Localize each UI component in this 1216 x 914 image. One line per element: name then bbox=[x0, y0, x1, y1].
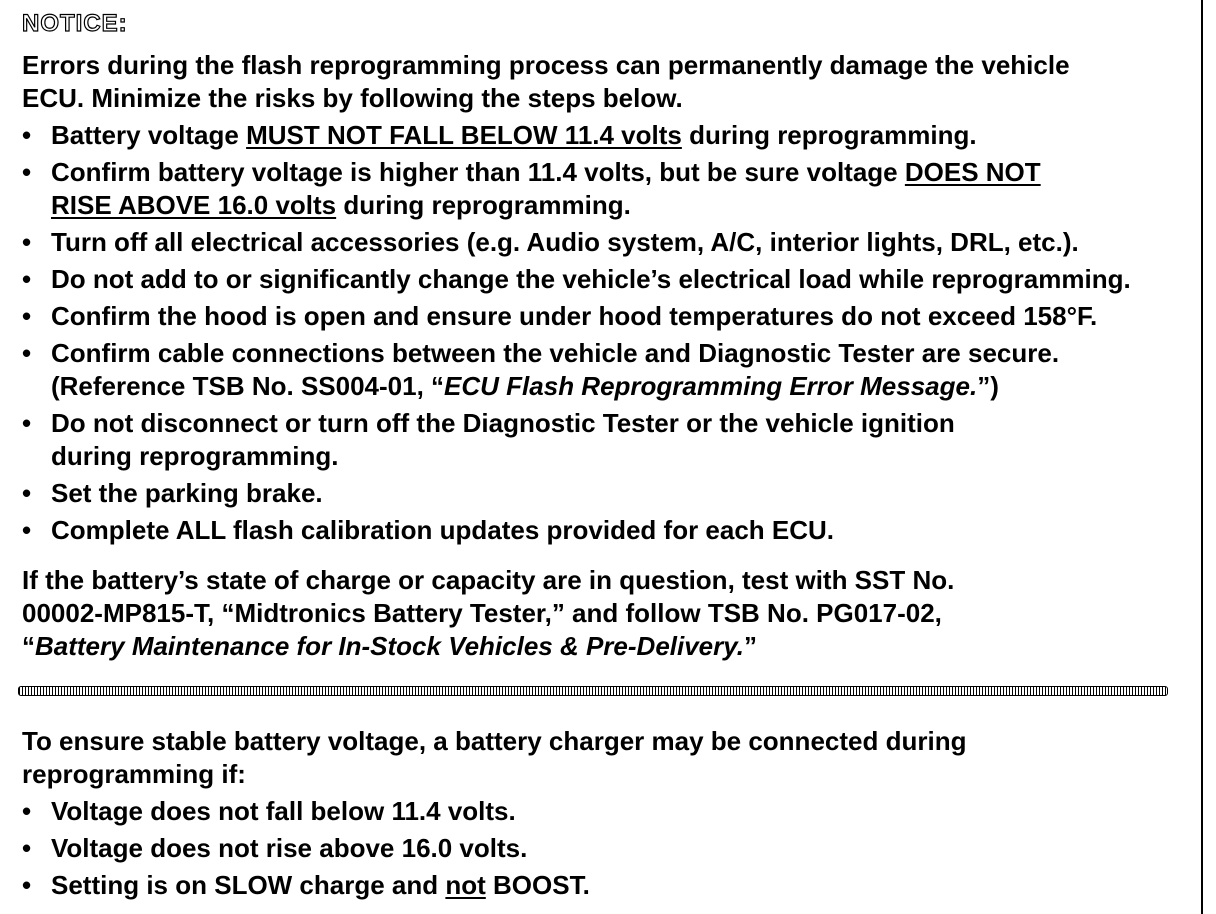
intro-paragraph bbox=[22, 49, 1197, 115]
bullet-text: Confirm cable connections between the vehicle and Diagnostic Tester are secure. bbox=[51, 338, 1060, 368]
battery-test-paragraph bbox=[22, 564, 1197, 663]
bullet-text: during reprogramming. bbox=[51, 441, 339, 471]
right-border-line bbox=[1201, 0, 1203, 914]
bullet-text: during reprogramming. bbox=[681, 120, 977, 150]
underlined-text: MUST NOT FALL BELOW 11.4 volts bbox=[246, 120, 682, 150]
italic-text: ECU Flash Reprogramming Error Message. bbox=[444, 371, 978, 401]
bullet-text: BOOST. bbox=[485, 870, 590, 900]
battery-line-2: 00002-MP815-T, “Midtronics Battery Tester,” and follow TSB No. PG017-02, bbox=[22, 598, 942, 628]
bullet-cable-connections bbox=[22, 337, 1197, 403]
bullet-electrical-load: • Do not add to or significantly change the vehicle’s electrical load while reprogramming. bbox=[22, 263, 1197, 296]
bullet-text: during reprogramming. bbox=[336, 190, 631, 220]
bullet-hood-temperature: • Confirm the hood is open and ensure under hood temperatures do not exceed 158°F. bbox=[22, 300, 1197, 333]
bullet-parking-brake: • Set the parking brake. bbox=[22, 477, 1197, 510]
charger-line-2: reprogramming if: bbox=[22, 759, 246, 789]
bullet-accessories: • Turn off all electrical accessories (e.g. Audio system, A/C, interior lights, DRL, etc.). bbox=[22, 226, 1197, 259]
underlined-text: not bbox=[445, 870, 486, 900]
battery-line-1: If the battery’s state of charge or capacity are in question, test with SST No. bbox=[22, 565, 955, 595]
bullet-text: Confirm battery voltage is higher than 11.4 volts, but be sure voltage bbox=[51, 157, 905, 187]
bullet-voltage-max: • Voltage does not rise above 16.0 volts. bbox=[22, 832, 1197, 865]
section-divider bbox=[18, 686, 1168, 696]
intro-line-1: Errors during the flash reprogramming process can permanently damage the vehicle bbox=[22, 50, 1070, 80]
bullet-text: Battery voltage bbox=[51, 120, 247, 150]
bullet-do-not-disconnect bbox=[22, 407, 1197, 473]
bullet-text: Do not disconnect or turn off the Diagnostic Tester or the vehicle ignition bbox=[51, 408, 955, 438]
quote-mark: ” bbox=[743, 631, 757, 661]
bullet-text: (Reference TSB No. SS004-01, “ bbox=[51, 371, 445, 401]
bullet-slow-charge bbox=[22, 869, 1197, 902]
quote-mark: “ bbox=[22, 631, 35, 661]
charger-line-1: To ensure stable battery voltage, a battery charger may be connected during bbox=[22, 726, 967, 756]
bullet-battery-max bbox=[22, 156, 1197, 222]
underlined-text: RISE ABOVE 16.0 volts bbox=[51, 190, 337, 220]
battery-tsb-title: Battery Maintenance for In-Stock Vehicles & Pre-Delivery. bbox=[35, 631, 744, 661]
notice-body bbox=[22, 49, 1197, 547]
underlined-text: DOES NOT bbox=[904, 157, 1041, 187]
bullet-text: ”) bbox=[977, 371, 999, 401]
notice-heading: NOTICE: bbox=[22, 10, 128, 37]
intro-line-2: ECU. Minimize the risks by following the steps below. bbox=[22, 83, 683, 113]
charger-section bbox=[22, 725, 1197, 902]
notice-bullet-list bbox=[22, 119, 1197, 547]
bullet-voltage-min: • Voltage does not fall below 11.4 volts. bbox=[22, 795, 1197, 828]
bullet-complete-updates: • Complete ALL flash calibration updates provided for each ECU. bbox=[22, 514, 1197, 547]
charger-bullet-list bbox=[22, 795, 1197, 902]
bullet-battery-min bbox=[22, 119, 1197, 152]
bullet-text: Setting is on SLOW charge and bbox=[51, 870, 446, 900]
